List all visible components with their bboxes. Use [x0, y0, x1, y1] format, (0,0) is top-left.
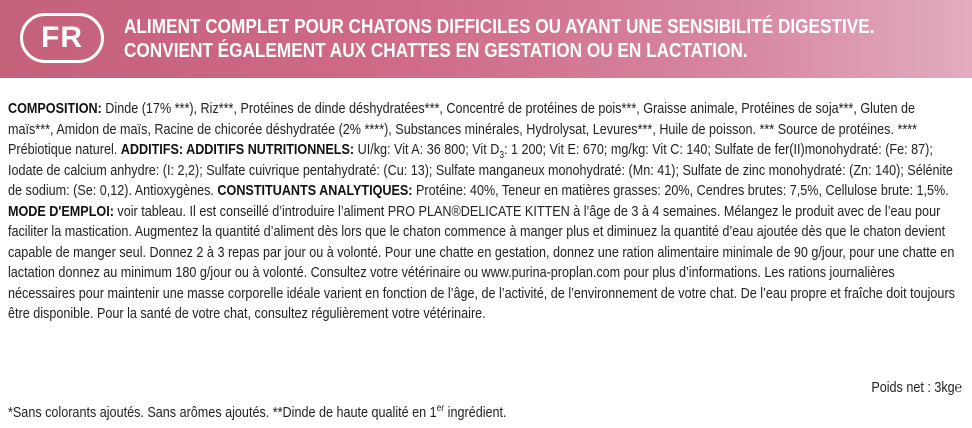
composition-text: Dinde (17% ***), Riz***, Protéines de dinde déshydratées***, Concentré de protéines de pois***, Graisse animale, Protéines de soja***, Gluten de maïs***, Amidon de maïs, Racine de chicorée déshydratée (2% ****), Substances minérales, Hydrolysat, Levures***, Huile de poisson. *** Source de protéines. **** Prébiotique naturel. — [8, 100, 918, 158]
composition-paragraph — [8, 99, 957, 325]
banner-line-1: ALIMENT COMPLET POUR CHATONS DIFFICILES OU AYANT UNE SENSIBILITÉ DIGESTIVE. — [124, 16, 875, 38]
footnote-superscript: er — [436, 403, 445, 414]
header-banner — [0, 0, 972, 78]
banner-line-2: CONVIENT ÉGALEMENT AUX CHATTES EN GESTATION OU EN LACTATION. — [124, 40, 748, 62]
footnote — [8, 404, 507, 421]
mode-emploi-text: voir tableau. — [113, 202, 187, 220]
mode-emploi-label: MODE D'EMPLOI: — [8, 202, 114, 220]
footnote-text-end: ingrédient. — [444, 404, 507, 421]
additifs-text-b: : 1 200; Vit E: 670; mg/kg: Vit C: 140; Sulfate de fer(II)monohydraté: (Fe: 87); Iodate de calcium anhydre: (I: 2,2); Sulfate cuivrique pentahydraté: (Cu: 13); Sulfate manganeux monohydraté: (Mn: 41); Sulfate de zinc monohydraté: (Zn: 140); Sélénite de sodium: (Se: 0,12). Antioxygènes. — [8, 141, 953, 199]
net-weight — [871, 379, 962, 396]
footnote-text: *Sans colorants ajoutés. Sans arômes ajoutés. **Dinde de haute qualité en 1 — [8, 404, 437, 421]
composition-label: COMPOSITION: — [8, 100, 102, 117]
additifs-label: ADDITIFS: ADDITIFS NUTRITIONNELS: — [120, 141, 355, 158]
constituants-text: Protéine: 40%, Teneur en matières grasses: 20%, Cendres brutes: 7,5%, Cellulose brute: 1,5%. — [412, 182, 949, 199]
additifs-text-a: UI/kg: Vit A: 36 800; Vit D — [354, 141, 500, 158]
estimated-sign-icon: ℮ — [954, 379, 962, 396]
instructions-text: Il est conseillé d’introduire l’aliment PRO PLAN®DELICATE KITTEN à l’âge de 3 à 4 semaines. Mélangez le produit avec de l’eau pour faciliter la mastication. Augmentez la quantité d’aliment dès lors que le chaton commence à manger plus et diminuez la quantité d’eau ajoutée dès que le chaton devient capable de manger seul. Donnez 2 à 3 repas par jour ou à volonté. Pour une chatte en gestation, donnez une ration alimentaire minimale de 90 g/jour, pour une chatte en lactation donnez au minimum 180 g/jour ou à volonté. Consultez votre vétérinaire ou www.purina-proplan.com pour plus d’informations. Les rations journalières nécessaires pour maintenir une masse corporelle idéale varient en fonction de l’âge, de l’activité, de l’environnement de votre chat. De l’eau propre et fraîche doit toujours être disponible. Pour la santé de votre chat, consultez régulièrement votre vétérinaire. — [8, 202, 955, 322]
net-weight-text: Poids net : 3kg — [871, 379, 955, 396]
banner-text — [124, 15, 874, 63]
d3-subscript: 3 — [499, 150, 504, 161]
language-badge: FR — [20, 13, 104, 63]
label-body — [8, 99, 957, 325]
constituants-label: CONSTITUANTS ANALYTIQUES: — [217, 182, 413, 199]
